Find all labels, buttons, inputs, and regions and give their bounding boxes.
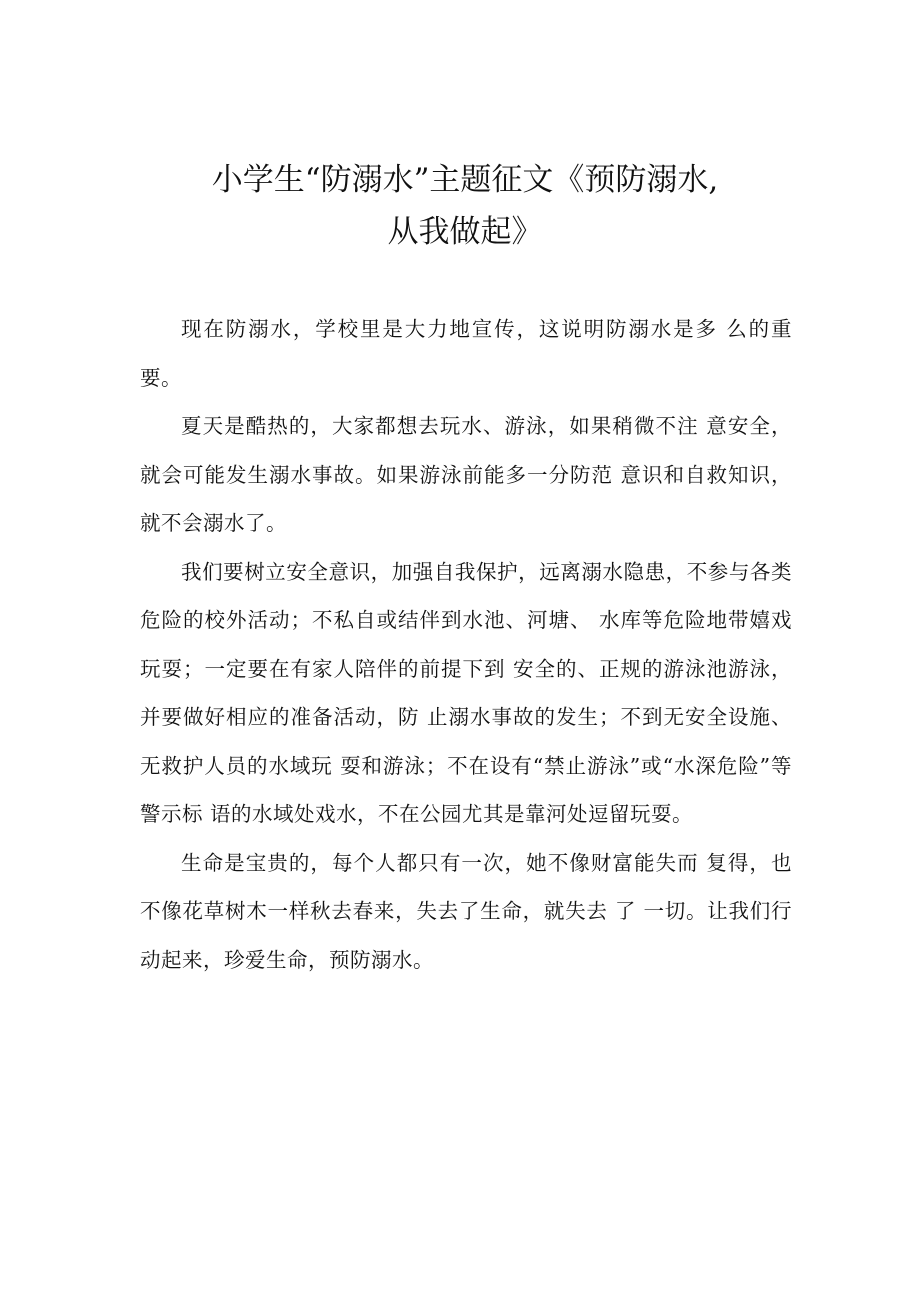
paragraph-1: 现在防溺水，学校里是大力地宣传，这说明防溺水是多 么的重要。 [140,317,792,390]
paragraph-2: 夏天是酷热的，大家都想去玩水、游泳，如果稍微不注 意安全，就会可能发生溺水事故。如果游泳前能多一分防范 意识和自救知识，就不会溺水了。 [140,414,792,535]
document-title [140,154,790,258]
paragraph-3: 我们要树立安全意识，加强自我保护，远离溺水隐患，不参与各类危险的校外活动；不私自或结伴到水池、河塘、 水库等危险地带嬉戏玩耍；一定要在有家人陪伴的前提下到 安全的、正规的游泳池游泳，并要做好相应的准备活动，防 止溺水事故的发生；不到无安全设施、无救护人员的水域玩 耍和游泳；不在设有“禁止游泳”或“水深危险”等警示标 语的水域处戏水，不在公园尤其是靠河处逗留玩耍。 [140,559,792,826]
title-line-2: 从我做起》 [387,214,543,250]
document-body [140,305,792,984]
paragraph-4: 生命是宝贵的，每个人都只有一次，她不像财富能失而 复得，也不像花草树木一样秋去春来，失去了生命，就失去 了 一切。让我们行动起来，珍爱生命，预防溺水。 [140,850,792,972]
title-line-1: 小学生“防溺水”主题征文《预防溺水, [211,162,719,198]
